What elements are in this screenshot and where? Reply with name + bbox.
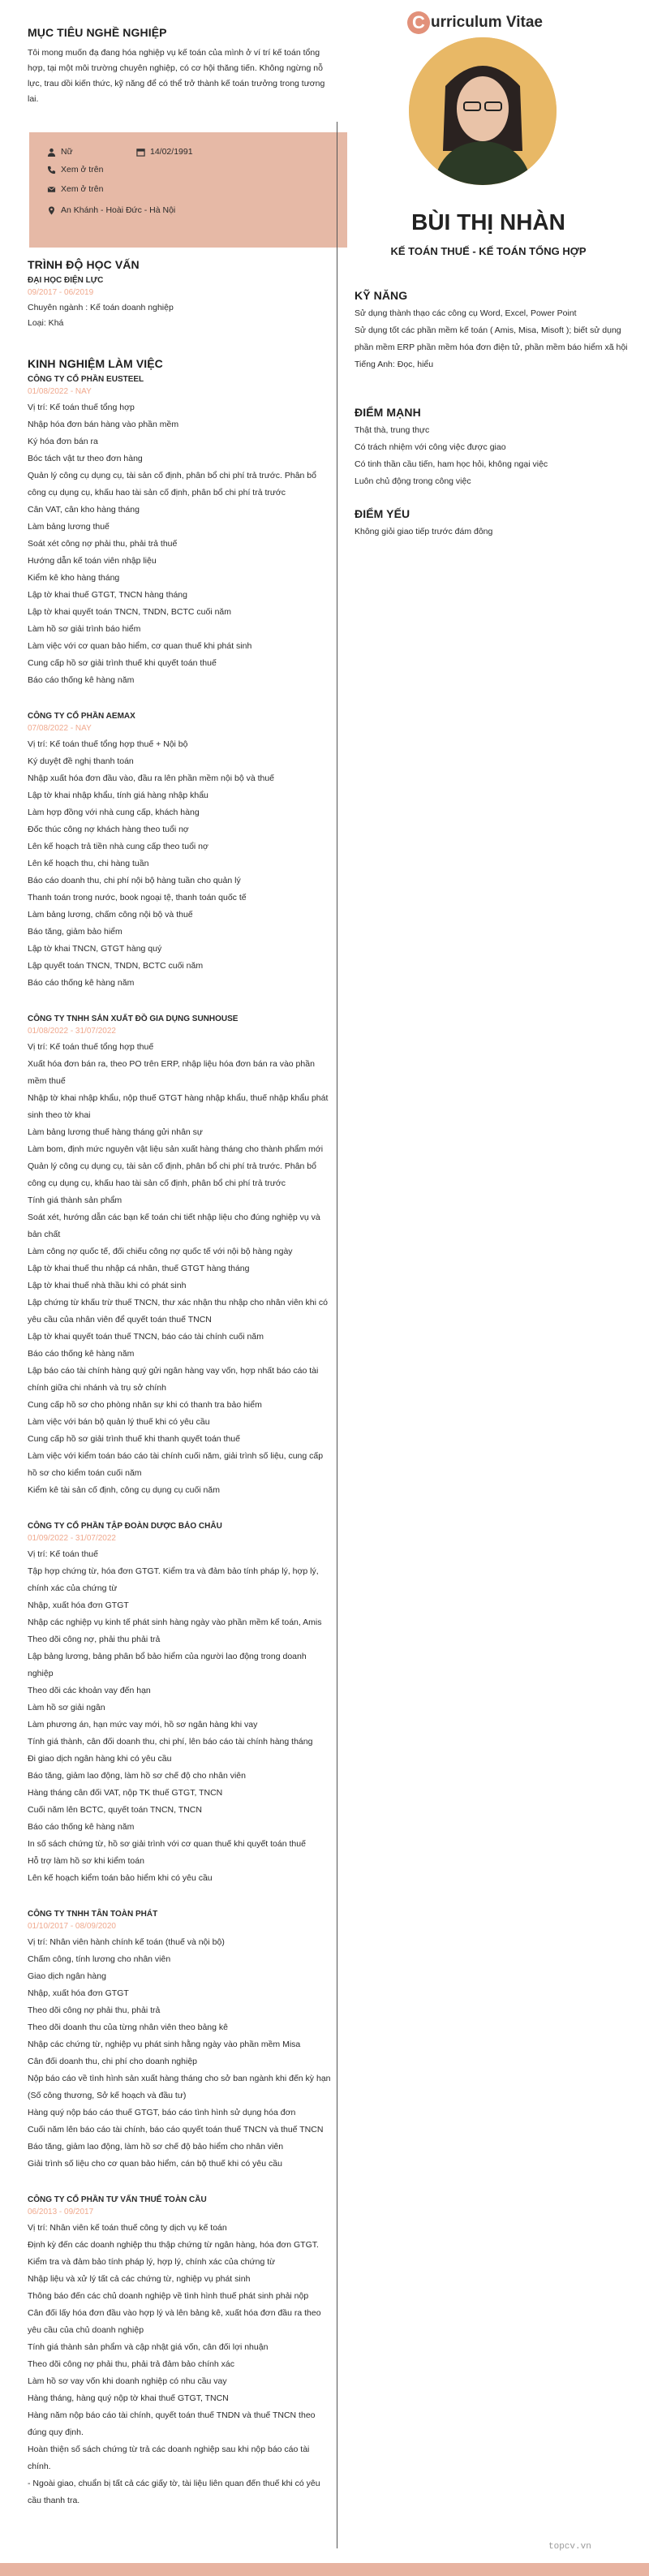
job-duty-line: Vị trí: Kế toán thuế tổng hợp: [28, 403, 135, 412]
job-duty-line: Thông báo đến các chủ doanh nghiệp về tình hình thuế phát sinh phải nộp: [28, 2291, 309, 2301]
job-duty-line: Giao dịch ngân hàng: [28, 1971, 106, 1981]
phone-row: [47, 165, 103, 174]
job-duty-line: Bóc tách vật tư theo đơn hàng: [28, 454, 143, 463]
job-duty-line: Cân đối lấy hóa đơn đầu vào hợp lý và lên bảng kê, xuất hóa đơn đầu ra theo yêu cầu của chủ doanh nghiệp: [28, 2308, 321, 2335]
job-dates: 01/10/2017 - 08/09/2020: [28, 1922, 116, 1931]
job-duty-line: Ký duyệt đề nghị thanh toán: [28, 756, 134, 766]
job-duty-line: Hoàn thiện số sách chứng từ trả các doanh nghiệp sau khi nộp báo cáo tài chính.: [28, 2445, 310, 2471]
job-duty-line: Làm hợp đồng với nhà cung cấp, khách hàng: [28, 808, 200, 817]
company-name: CÔNG TY CỔ PHẦN TƯ VẤN THUẾ TOÀN CẦU: [28, 2195, 207, 2204]
job-duty-line: Báo tăng, giảm lao động, làm hồ sơ chế độ bảo hiểm cho nhân viên: [28, 2142, 284, 2152]
job-duty-line: Báo tăng, giảm bảo hiểm: [28, 927, 122, 937]
job-duty-line: Theo dõi công nợ phải thu, phải trả đảm bảo chính xác: [28, 2359, 234, 2369]
job-entry: [28, 710, 332, 992]
job-duty-line: Lập tờ khai thuế thu nhập cá nhân, thuế GTGT hàng tháng: [28, 1264, 250, 1273]
job-duty-line: Cung cấp hồ sơ cho phòng nhân sự khi có thanh tra bảo hiểm: [28, 1400, 262, 1410]
education-section: [28, 258, 332, 331]
job-duty-line: Lập tờ khai quyết toán thuế TNCN, báo cáo tài chính cuối năm: [28, 1332, 264, 1342]
job-duty-line: Đốc thúc công nợ khách hàng theo tuổi nợ: [28, 825, 189, 834]
weaknesses-line: Không giỏi giao tiếp trước đám đông: [355, 527, 493, 536]
job-duties: [28, 2220, 332, 2509]
job-duty-line: Cuối năm lên BCTC, quyết toán TNCN, TNCN: [28, 1805, 202, 1815]
job-duties: [28, 1934, 332, 2173]
address-value: An Khánh - Hoài Đức - Hà Nội: [61, 205, 176, 215]
job-duty-line: Vị trí: Kế toán thuế tổng hợp thuế + Nội bộ: [28, 739, 188, 749]
education-major: Chuyên ngành : Kế toán doanh nghiệp: [28, 303, 174, 312]
company-name: CÔNG TY TNHH TÂN TOÀN PHÁT: [28, 1910, 158, 1919]
job-duty-line: Làm bảng lương thuế: [28, 522, 110, 532]
job-duty-line: Ký hóa đơn bán ra: [28, 437, 98, 446]
address-row: [47, 205, 175, 215]
job-entry: [28, 1908, 332, 2173]
calendar-icon: [136, 148, 145, 157]
job-duty-line: In số sách chứng từ, hồ sơ giải trình với cơ quan thuế khi quyết toán thuế: [28, 1839, 306, 1849]
job-duty-line: Lập tờ khai nhập khẩu, tính giá hàng nhập khẩu: [28, 790, 208, 800]
job-dates: 01/08/2022 - 31/07/2022: [28, 1027, 116, 1036]
job-duty-line: Nhập tờ khai nhập khẩu, nộp thuế GTGT hàng nhập khẩu, thuế nhập khẩu phát sinh theo tờ khai: [28, 1093, 329, 1120]
dob-row: [136, 147, 193, 157]
footer-bar: [0, 2563, 649, 2576]
job-duty-line: Xuất hóa đơn bán ra, theo PO trên ERP, nhập liệu hóa đơn bán ra vào phần mềm thuế: [28, 1059, 315, 1086]
portrait-image: [409, 37, 557, 185]
education-dates: 09/2017 - 06/2019: [28, 288, 94, 297]
job-duty-line: Báo cáo thống kê hàng năm: [28, 978, 135, 988]
job-duty-line: Lên kế hoạch kiểm toán bảo hiểm khi có yêu cầu: [28, 1873, 213, 1883]
experience-title: KINH NGHIỆM LÀM VIỆC: [28, 357, 163, 370]
skills-list: [355, 305, 630, 373]
location-pin-icon: [47, 206, 56, 215]
job-duty-line: Vị trí: Nhân viên hành chính kế toán (thuế và nội bộ): [28, 1937, 225, 1947]
experience-section: [28, 357, 332, 2531]
company-name: CÔNG TY CỔ PHẦN EUSTEEL: [28, 375, 144, 384]
school-name: ĐẠI HỌC ĐIỆN LỰC: [28, 276, 104, 285]
skills-line: Sử dụng tốt các phần mềm kế toán ( Amis, Misa, Misoft ); biết sử dụng phần mềm ERP phần mềm hóa đơn điện tử, phần mềm báo hiểm xã hội: [355, 325, 628, 352]
job-duty-line: Báo cáo thống kê hàng năm: [28, 1349, 135, 1359]
gender-row: [47, 147, 73, 157]
job-duty-line: Báo tăng, giảm lao động, làm hồ sơ chế độ cho nhân viên: [28, 1771, 246, 1781]
email-value: Xem ở trên: [61, 184, 104, 194]
job-dates: 06/2013 - 09/2017: [28, 2208, 94, 2216]
job-duty-line: Làm phương án, hạn mức vay mới, hồ sơ ngân hàng khi vay: [28, 1720, 258, 1730]
job-entry: [28, 1520, 332, 1887]
job-duty-line: Vị trí: Kế toán thuế: [28, 1549, 98, 1559]
objective-title: MỤC TIÊU NGHỀ NGHIỆP: [28, 26, 167, 39]
job-entry: [28, 373, 332, 689]
education-grade: Loại: Khá: [28, 318, 64, 328]
job-duty-line: Cân đối doanh thu, chi phí cho doanh nghiệp: [28, 2057, 198, 2066]
skills-section: [355, 289, 630, 373]
job-duty-line: Làm bảng lương thuế hàng tháng gửi nhân sự: [28, 1127, 203, 1137]
job-duty-line: Hàng năm nộp báo cáo tài chính, quyết toán thuế TNDN và thuế TNCN theo đúng quy định.: [28, 2410, 316, 2437]
job-duty-line: Soát xét công nợ phải thu, phải trả thuế: [28, 539, 178, 549]
job-duty-line: Nhập liệu và xử lý tất cả các chứng từ, nghiệp vụ phát sinh: [28, 2274, 251, 2284]
job-duty-line: Nhập hóa đơn bán hàng vào phần mềm: [28, 420, 179, 429]
job-duty-line: Tính giá thành, cân đối doanh thu, chi phí, lên báo cáo tài chính hàng tháng: [28, 1737, 313, 1747]
job-duty-line: Nhập, xuất hóa đơn GTGT: [28, 1988, 129, 1998]
job-duty-line: Làm hồ sơ vay vốn khi doanh nghiệp có nhu cầu vay: [28, 2376, 227, 2386]
job-duty-line: - Ngoài giao, chuẩn bị tất cả các giấy tờ, tài liệu liên quan đến thuế khi có yêu cầu thanh tra.: [28, 2479, 320, 2505]
cv-initial: C: [407, 11, 430, 34]
weaknesses-section: [355, 507, 630, 541]
job-duty-line: Lập tờ khai TNCN, GTGT hàng quý: [28, 944, 162, 954]
job-duty-line: Cung cấp hồ sơ giải trình thuế khi quyết toán thuế: [28, 658, 217, 668]
job-duty-line: Lập bảng lương, bảng phân bổ bảo hiểm của người lao động trong doanh nghiệp: [28, 1652, 307, 1678]
education-title: TRÌNH ĐỘ HỌC VẤN: [28, 258, 140, 271]
job-duty-line: Quản lý công cụ dụng cụ, tài sản cố định, phân bổ chi phí trả trước. Phân bổ công cụ dụng cụ, khấu hao tài sản cố định, phân bổ chi phí trả trước: [28, 1161, 316, 1188]
job-duty-line: Nhập các chứng từ, nghiệp vụ phát sinh hằng ngày vào phần mềm Misa: [28, 2040, 301, 2049]
job-duty-line: Lập tờ khai thuế GTGT, TNCN hàng tháng: [28, 590, 187, 600]
job-duty-line: Giải trình số liệu cho cơ quan bảo hiểm, cán bộ thuế khi có yêu cầu: [28, 2159, 282, 2169]
job-duty-line: Nộp báo cáo về tình hình sản xuất hàng tháng cho sở ban ngành khi đến kỳ hạn (Số công thương, Sở kế hoạch và đầu tư): [28, 2074, 331, 2100]
gender-value: Nữ: [61, 147, 73, 157]
job-duty-line: Làm hồ sơ giải trình báo hiểm: [28, 624, 141, 634]
strengths-line: Có trách nhiệm với công việc được giao: [355, 442, 506, 452]
job-duty-line: Vị trí: Kế toán thuế tổng hợp thuế: [28, 1042, 154, 1052]
personal-info-box: [29, 132, 347, 248]
phone-value: Xem ở trên: [61, 165, 104, 174]
job-duty-line: Làm việc với kiểm toán báo cáo tài chính cuối năm, giải trình số liệu, cung cấp hồ sơ cho kiểm toán cuối năm: [28, 1451, 324, 1478]
job-duty-line: Làm bom, định mức nguyên vật liệu sản xuất hàng tháng cho thành phẩm mới: [28, 1144, 324, 1154]
email-row: [47, 184, 103, 194]
candidate-name: BÙI THỊ NHÀN: [411, 209, 565, 235]
job-duty-line: Hàng quý nộp báo cáo thuế GTGT, báo cáo tình hình sử dụng hóa đơn: [28, 2108, 296, 2117]
job-duty-line: Làm việc với cơ quan bảo hiểm, cơ quan thuế khi phát sinh: [28, 641, 252, 651]
job-duty-line: Đi giao dịch ngân hàng khi có yêu cầu: [28, 1754, 172, 1764]
job-duty-line: Quản lý công cụ dụng cụ, tài sản cố định, phân bổ chi phí trả trước. Phân bổ công cụ dụng cụ, khấu hao tài sản cố định, phân bổ chi phí trả trước: [28, 471, 316, 498]
job-list: [28, 373, 332, 2509]
job-duty-line: Báo cáo thống kê hàng năm: [28, 675, 135, 685]
job-duty-line: Lên kế hoạch trả tiền nhà cung cấp theo tuổi nợ: [28, 842, 208, 851]
job-duty-line: Làm công nợ quốc tế, đối chiếu công nợ quốc tế với nội bộ hàng ngày: [28, 1247, 293, 1256]
job-duty-line: Tập hợp chứng từ, hóa đơn GTGT. Kiểm tra và đảm bảo tính pháp lý, hợp lý, chính xác của chứng từ: [28, 1566, 319, 1593]
job-duty-line: Kiểm kê tài sản cố định, công cụ dụng cụ cuối năm: [28, 1485, 220, 1495]
job-duty-line: Báo cáo thống kê hàng năm: [28, 1822, 135, 1832]
job-duty-line: Cuối năm lên báo cáo tài chính, báo cáo quyết toán thuế TNCN và thuế TNCN: [28, 2125, 324, 2134]
job-duty-line: Kiểm kê kho hàng tháng: [28, 573, 120, 583]
job-duty-line: Nhập các nghiệp vụ kinh tế phát sinh hàng ngày vào phần mềm kế toán, Amis: [28, 1618, 322, 1627]
phone-icon: [47, 166, 56, 174]
job-duty-line: Định kỳ đến các doanh nghiệp thu thập chứng từ ngân hàng, hóa đơn GTGT. Kiểm tra và đảm bảo tính pháp lý, hợp lý, chính xác của chứng từ: [28, 2240, 319, 2267]
job-duty-line: Làm bảng lương, chấm công nội bộ và thuế: [28, 910, 193, 920]
email-icon: [47, 185, 56, 194]
job-duties: [28, 1039, 332, 1499]
job-duty-line: Lập chứng từ khấu trừ thuế TNCN, thư xác nhận thu nhập cho nhân viên khi có yêu cầu của nhân viên để quyết toán thuế TNCN: [28, 1298, 328, 1325]
job-dates: 07/08/2022 - NAY: [28, 724, 92, 733]
job-dates: 01/08/2022 - NAY: [28, 387, 92, 396]
strengths-line: Có tinh thần cầu tiến, ham học hỏi, không ngại việc: [355, 459, 548, 469]
weaknesses-list: [355, 523, 630, 541]
dob-value: 14/02/1991: [150, 147, 193, 157]
strengths-line: Thật thà, trung thực: [355, 425, 430, 435]
job-duties: [28, 736, 332, 992]
job-duty-line: Lập báo cáo tài chính hàng quý gửi ngân hàng vay vốn, hợp nhất báo cáo tài chính giữa chi nhánh và trụ sở chính: [28, 1366, 319, 1393]
left-column: [28, 26, 332, 122]
company-name: CÔNG TY CỔ PHẦN AEMAX: [28, 712, 135, 721]
cv-heading: [407, 11, 543, 34]
candidate-job-title: KẾ TOÁN THUẾ - KẾ TOÁN TỔNG HỢP: [390, 245, 587, 257]
cv-heading-text: urriculum Vitae: [431, 14, 543, 31]
strengths-section: [355, 406, 630, 490]
job-entry: [28, 2194, 332, 2509]
job-duty-line: Hỗ trợ làm hồ sơ khi kiểm toán: [28, 1856, 144, 1866]
job-duty-line: Theo dõi doanh thu của từng nhân viên theo bảng kê: [28, 2022, 228, 2032]
strengths-title: ĐIỂM MẠNH: [355, 406, 421, 419]
skills-line: Sử dụng thành thạo các công cụ Word, Excel, Power Point: [355, 308, 577, 318]
skills-title: KỸ NĂNG: [355, 289, 408, 302]
watermark: topcv.vn: [548, 2542, 591, 2552]
job-duty-line: Theo dõi công nợ phải thu, phải trả: [28, 2005, 161, 2015]
job-dates: 01/09/2022 - 31/07/2022: [28, 1534, 116, 1543]
job-duty-line: Tính giá thành sản phẩm: [28, 1195, 122, 1205]
job-duty-line: Soát xét, hướng dẫn các bạn kế toán chi tiết nhập liệu cho đúng nghiệp vụ và bản chất: [28, 1213, 320, 1239]
company-name: CÔNG TY TNHH SẢN XUẤT ĐỒ GIA DỤNG SUNHOUSE: [28, 1014, 239, 1023]
job-duty-line: Hàng tháng, hàng quý nộp tờ khai thuế GTGT, TNCN: [28, 2393, 229, 2403]
job-duty-line: Lên kế hoạch thu, chi hàng tuần: [28, 859, 149, 868]
job-duty-line: Cung cấp hồ sơ giải trình thuế khi thanh quyết toán thuế: [28, 1434, 240, 1444]
job-duty-line: Hàng tháng cân đối VAT, nộp TK thuế GTGT, TNCN: [28, 1788, 223, 1798]
job-entry: [28, 1013, 332, 1499]
company-name: CÔNG TY CỔ PHẦN TẬP ĐOÀN DƯỢC BẢO CHÂU: [28, 1522, 222, 1531]
job-duty-line: Hướng dẫn kế toán viên nhập liệu: [28, 556, 157, 566]
person-icon: [47, 148, 56, 157]
weaknesses-title: ĐIỂM YẾU: [355, 507, 410, 520]
job-duty-line: Nhập, xuất hóa đơn GTGT: [28, 1600, 129, 1610]
job-duty-line: Làm việc với bán bộ quản lý thuế khi có yêu cầu: [28, 1417, 210, 1427]
job-duties: [28, 1546, 332, 1887]
job-duty-line: Thanh toán trong nước, book ngoại tệ, thanh toán quốc tế: [28, 893, 247, 902]
job-duty-line: Chấm công, tính lương cho nhân viên: [28, 1954, 171, 1964]
job-duty-line: Nhập xuất hóa đơn đầu vào, đầu ra lên phần mềm nội bộ và thuế: [28, 773, 275, 783]
objective-text: Tôi mong muốn đạ đang hóa nghiệp vụ kế toán của mình ở ví trí kế toán tổng hợp, tại một môi trường chuyên nghiệp, có cơ hội thăng tiến. Không ngừng nỗ lực, trau dồi kiến thức, kỹ năng để có thể trở thành kế toán trưởng trong tương lai.: [28, 48, 325, 104]
job-duty-line: Vị trí: Nhân viên kế toán thuế công ty dịch vụ kế toán: [28, 2223, 227, 2233]
job-duty-line: Cân VAT, cân kho hàng tháng: [28, 505, 140, 515]
job-duty-line: Theo dõi công nợ, phải thu phải trả: [28, 1635, 161, 1644]
strengths-list: [355, 422, 630, 490]
job-duty-line: Làm hồ sơ giải ngân: [28, 1703, 105, 1712]
job-duty-line: Báo cáo doanh thu, chi phí nội bộ hàng tuần cho quản lý: [28, 876, 241, 885]
skills-line: Tiếng Anh: Đọc, hiểu: [355, 360, 434, 369]
job-duty-line: Lập tờ khai quyết toán TNCN, TNDN, BCTC cuối năm: [28, 607, 232, 617]
job-duty-line: Lập tờ khai thuế nhà thầu khi có phát sinh: [28, 1281, 187, 1290]
job-duty-line: Tính giá thành sản phẩm và cập nhật giá vốn, cân đối lợi nhuận: [28, 2342, 269, 2352]
strengths-line: Luôn chủ động trong công việc: [355, 476, 471, 486]
job-duty-line: Theo dõi các khoản vay đến hạn: [28, 1686, 151, 1695]
job-duties: [28, 399, 332, 689]
job-duty-line: Lập quyết toán TNCN, TNDN, BCTC cuối năm: [28, 961, 204, 971]
profile-photo: [409, 37, 557, 185]
